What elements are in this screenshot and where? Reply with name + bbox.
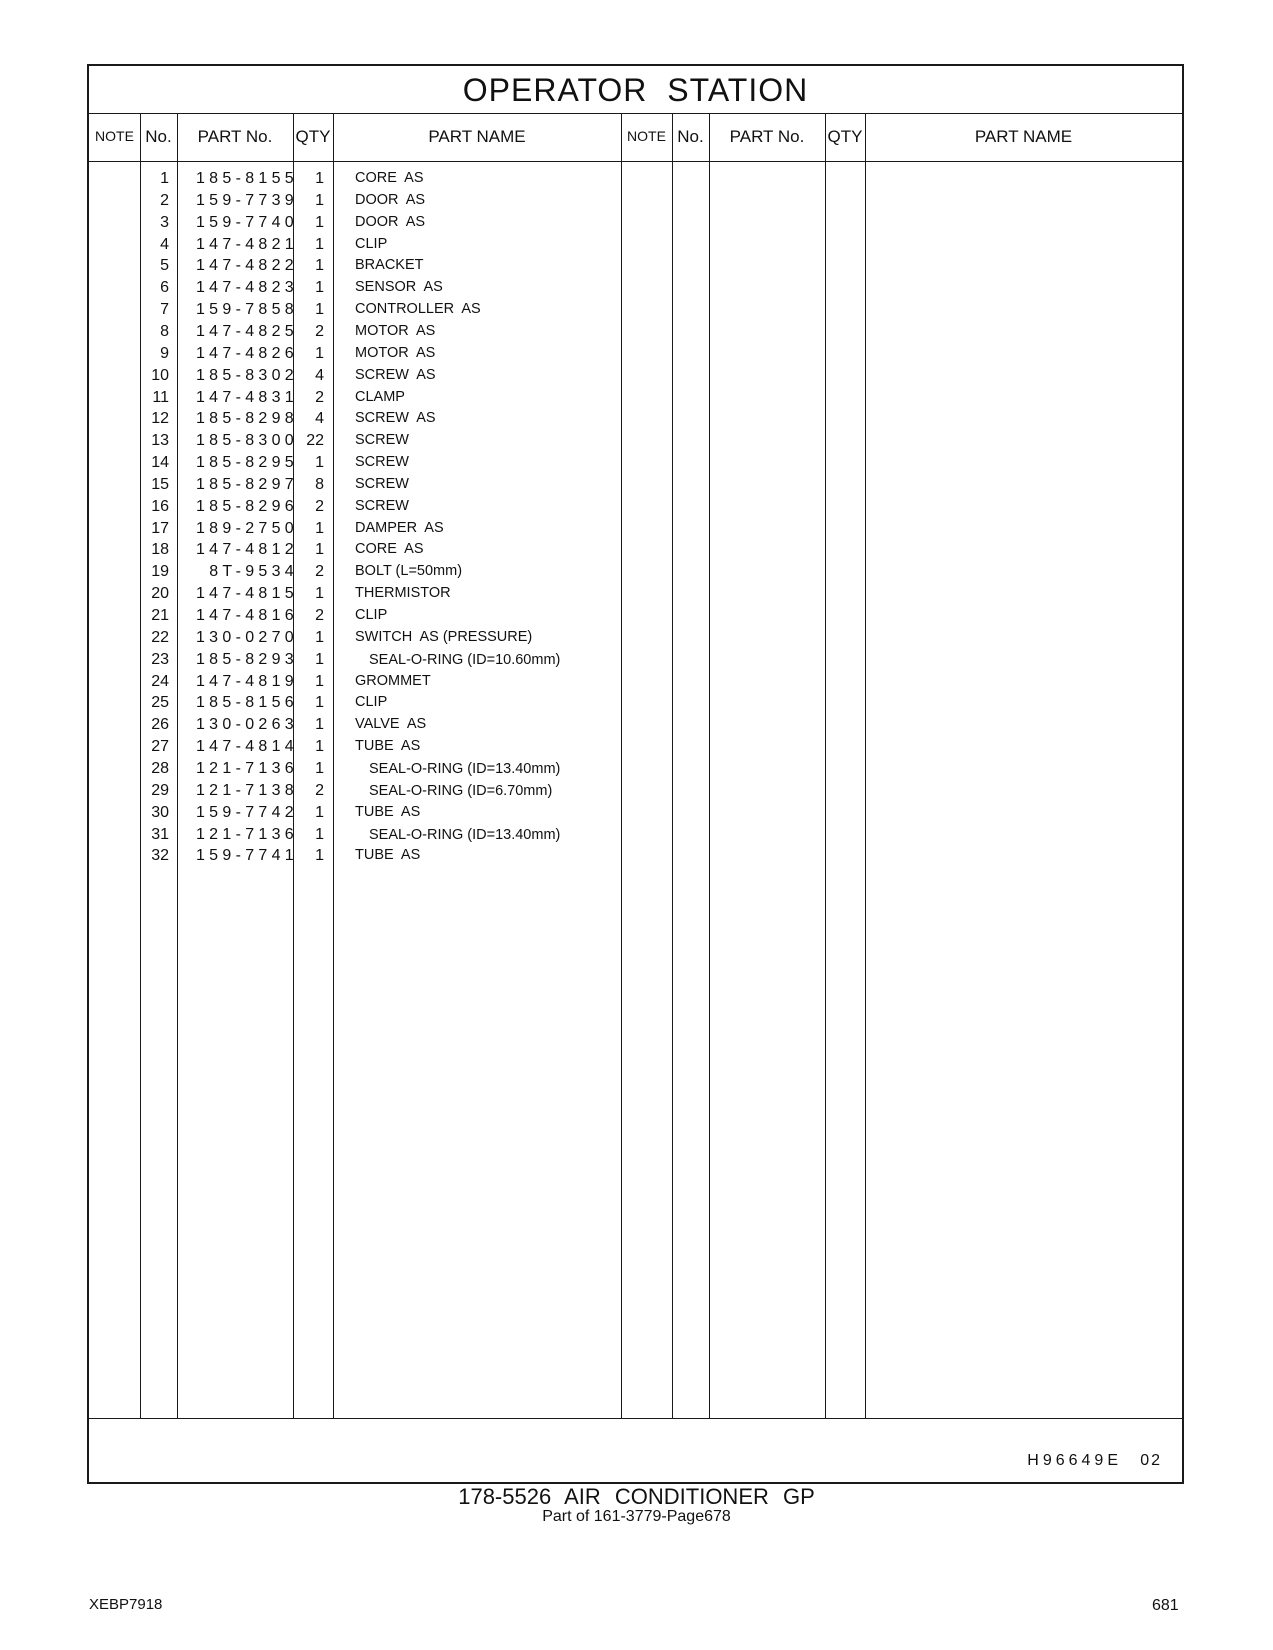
quantity: 1 — [315, 738, 324, 756]
part-number-index: 15 — [151, 475, 169, 493]
table-row — [89, 585, 1182, 607]
drawing-code: H96649E — [1027, 1452, 1122, 1469]
part-name: MOTOR AS — [355, 344, 436, 361]
part-number: 159-7739 — [195, 191, 298, 209]
part-number: 121-7136 — [195, 759, 298, 777]
header-no: No. — [145, 127, 172, 146]
part-number-index: 11 — [152, 388, 169, 406]
part-number-index: 10 — [151, 366, 169, 384]
drawing-revision: 02 — [1140, 1452, 1162, 1469]
part-name: CLIP — [355, 694, 388, 711]
quantity: 4 — [315, 366, 324, 384]
part-name: THERMISTOR — [355, 585, 451, 602]
part-name: SCREW — [355, 475, 409, 492]
quantity: 1 — [315, 759, 324, 777]
part-name: TUBE AS — [355, 847, 421, 864]
table-row — [89, 476, 1182, 498]
part-number: 147-4823 — [195, 279, 298, 297]
quantity: 1 — [315, 191, 324, 209]
header-no-2: No. — [677, 127, 704, 146]
quantity: 1 — [315, 825, 324, 843]
quantity: 22 — [306, 432, 324, 450]
table-row — [89, 257, 1182, 279]
part-number: 185-8156 — [195, 694, 298, 712]
table-row — [89, 629, 1182, 651]
table-row — [89, 760, 1182, 782]
part-name: CORE AS — [355, 541, 424, 558]
part-number-index: 30 — [151, 803, 169, 821]
part-name: DAMPER AS — [355, 519, 444, 536]
quantity: 2 — [315, 388, 324, 406]
part-number: 159-7742 — [195, 803, 298, 821]
table-row — [89, 301, 1182, 323]
quantity: 1 — [315, 694, 324, 712]
part-name: SENSOR AS — [355, 279, 443, 296]
part-name: SCREW — [355, 454, 409, 471]
header-part-no-2: PART No. — [729, 127, 805, 146]
table-row — [89, 389, 1182, 411]
table-row — [89, 323, 1182, 345]
quantity: 1 — [315, 847, 324, 865]
part-number: 159-7740 — [195, 213, 298, 231]
part-number: 159-7858 — [195, 301, 298, 319]
part-number-index: 5 — [160, 257, 169, 275]
part-name: MOTOR AS — [355, 322, 436, 339]
assembly-reference: Part of 161-3779-Page678 — [542, 1508, 731, 1525]
part-name: CLIP — [355, 235, 388, 252]
part-number-index: 1 — [160, 170, 169, 187]
part-name: DOOR AS — [355, 191, 426, 208]
part-number: 159-7741 — [195, 847, 298, 865]
part-number: 185-8297 — [195, 475, 298, 493]
part-number-index: 22 — [151, 628, 169, 646]
header-note-2: NOTE — [627, 128, 666, 144]
table-row — [89, 673, 1182, 695]
table-row — [89, 563, 1182, 585]
header-part-no: PART No. — [197, 127, 273, 146]
part-number-index: 29 — [151, 781, 169, 799]
part-number-index: 24 — [151, 672, 169, 690]
table-row — [89, 651, 1182, 673]
part-number: 185-8295 — [195, 454, 298, 472]
part-number-index: 8 — [160, 322, 169, 340]
table-row — [89, 498, 1182, 520]
part-number: 185-8296 — [195, 497, 298, 515]
quantity: 2 — [315, 563, 324, 581]
part-number: 185-8298 — [195, 410, 298, 428]
part-number-index: 7 — [160, 301, 169, 319]
part-name: SCREW — [355, 432, 409, 449]
part-name: CLAMP — [355, 388, 405, 405]
quantity: 1 — [315, 803, 324, 821]
quantity: 1 — [315, 585, 324, 603]
part-number-index: 25 — [151, 694, 169, 712]
quantity: 1 — [315, 257, 324, 275]
part-number: 8T-9534 — [209, 563, 298, 581]
table-row — [89, 826, 1182, 848]
page-number: 681 — [1152, 1597, 1179, 1614]
part-number: 130-0263 — [195, 716, 298, 734]
quantity: 1 — [315, 541, 324, 559]
assembly-title: 178-5526 AIR CONDITIONER GP — [458, 1484, 815, 1509]
part-number-index: 18 — [151, 541, 169, 559]
part-number: 147-4815 — [195, 585, 298, 603]
quantity: 1 — [315, 170, 324, 187]
table-row — [89, 520, 1182, 542]
quantity: 4 — [315, 410, 324, 428]
part-name: SCREW AS — [355, 410, 436, 427]
part-number: 130-0270 — [195, 628, 298, 646]
part-name: VALVE AS — [355, 716, 427, 733]
part-number-index: 9 — [160, 344, 169, 362]
header-part-name-2: PART NAME — [974, 127, 1073, 146]
part-number: 185-8300 — [195, 432, 298, 450]
part-number-index: 21 — [151, 607, 169, 624]
part-number-index: 23 — [151, 650, 169, 668]
quantity: 1 — [315, 672, 324, 690]
part-name: SEAL-O-RING (ID=13.40mm) — [369, 760, 561, 777]
part-number: 121-7138 — [195, 781, 298, 799]
part-number: 147-4819 — [195, 672, 298, 690]
quantity: 1 — [315, 279, 324, 297]
table-row — [89, 454, 1182, 476]
part-name: SCREW AS — [355, 366, 436, 383]
header-part-name: PART NAME — [428, 127, 526, 146]
part-number: 185-8302 — [195, 366, 298, 384]
part-number-index: 31 — [151, 825, 169, 843]
part-number: 147-4816 — [195, 607, 298, 624]
quantity: 1 — [315, 454, 324, 472]
part-name: DOOR AS — [355, 213, 426, 230]
part-number-index: 6 — [160, 279, 169, 297]
part-number-index: 19 — [151, 563, 169, 581]
part-number-index: 28 — [151, 759, 169, 777]
header-note: NOTE — [95, 128, 134, 144]
quantity: 2 — [315, 497, 324, 515]
quantity: 1 — [315, 235, 324, 253]
part-number-index: 17 — [151, 519, 169, 537]
table-row — [89, 607, 1182, 629]
part-number-index: 20 — [151, 585, 169, 603]
section-title: OPERATOR STATION — [89, 66, 1182, 114]
part-name: TUBE AS — [355, 738, 421, 755]
table-bottom-rule — [89, 1418, 1182, 1419]
part-number-index: 12 — [151, 410, 169, 428]
part-name: CLIP — [355, 607, 388, 623]
part-number: 185-8155 — [195, 170, 298, 187]
part-name: SEAL-O-RING (ID=13.40mm) — [369, 826, 561, 843]
part-number-index: 16 — [151, 497, 169, 515]
part-number: 189-2750 — [195, 519, 298, 537]
table-row — [89, 345, 1182, 367]
table-row — [89, 432, 1182, 454]
part-number-index: 13 — [151, 432, 169, 450]
quantity: 2 — [315, 322, 324, 340]
quantity: 1 — [315, 301, 324, 319]
part-number: 147-4821 — [195, 235, 298, 253]
part-number: 147-4831 — [195, 388, 298, 406]
table-row — [89, 804, 1182, 826]
part-number: 121-7136 — [195, 825, 298, 843]
part-number-index: 27 — [151, 738, 169, 756]
document-id: XEBP7918 — [89, 1596, 163, 1613]
parts-list-frame — [87, 64, 1184, 1484]
part-number-index: 14 — [151, 454, 169, 472]
quantity: 1 — [315, 650, 324, 668]
part-number-index: 3 — [160, 213, 169, 231]
table-row — [89, 738, 1182, 760]
header-qty: QTY — [295, 127, 331, 146]
table-row — [89, 236, 1182, 258]
part-number-index: 26 — [151, 716, 169, 734]
part-number: 147-4814 — [195, 738, 298, 756]
table-row — [89, 170, 1182, 192]
table-row — [89, 541, 1182, 563]
part-name: SEAL-O-RING (ID=6.70mm) — [369, 782, 553, 799]
quantity: 1 — [315, 344, 324, 362]
part-name: GROMMET — [355, 672, 431, 689]
part-name: CONTROLLER AS — [355, 301, 481, 318]
part-name: TUBE AS — [355, 803, 421, 820]
quantity: 1 — [315, 519, 324, 537]
table-row — [89, 716, 1182, 738]
part-name: BRACKET — [355, 257, 424, 274]
table-header — [89, 113, 1182, 162]
header-qty-2: QTY — [827, 127, 863, 146]
part-number-index: 32 — [151, 847, 169, 865]
part-name: CORE AS — [355, 170, 424, 186]
part-number-index: 4 — [160, 235, 169, 253]
table-row — [89, 279, 1182, 301]
part-name: SWITCH AS (PRESSURE) — [355, 628, 533, 645]
part-number: 147-4812 — [195, 541, 298, 559]
table-row — [89, 367, 1182, 389]
table-row — [89, 782, 1182, 804]
part-number: 185-8293 — [195, 650, 298, 668]
part-number: 147-4822 — [195, 257, 298, 275]
quantity: 2 — [315, 607, 324, 624]
quantity: 1 — [315, 628, 324, 646]
part-number: 147-4826 — [195, 344, 298, 362]
quantity: 1 — [315, 213, 324, 231]
table-row — [89, 192, 1182, 214]
quantity: 8 — [315, 475, 324, 493]
part-name: BOLT (L=50mm) — [355, 563, 463, 580]
quantity: 2 — [315, 781, 324, 799]
part-number-index: 2 — [160, 191, 169, 209]
part-number: 147-4825 — [195, 322, 298, 340]
table-row — [89, 694, 1182, 716]
part-name: SEAL-O-RING (ID=10.60mm) — [369, 651, 561, 668]
part-name: SCREW — [355, 497, 409, 514]
table-row — [89, 214, 1182, 236]
quantity: 1 — [315, 716, 324, 734]
table-row — [89, 847, 1182, 869]
table-row — [89, 410, 1182, 432]
